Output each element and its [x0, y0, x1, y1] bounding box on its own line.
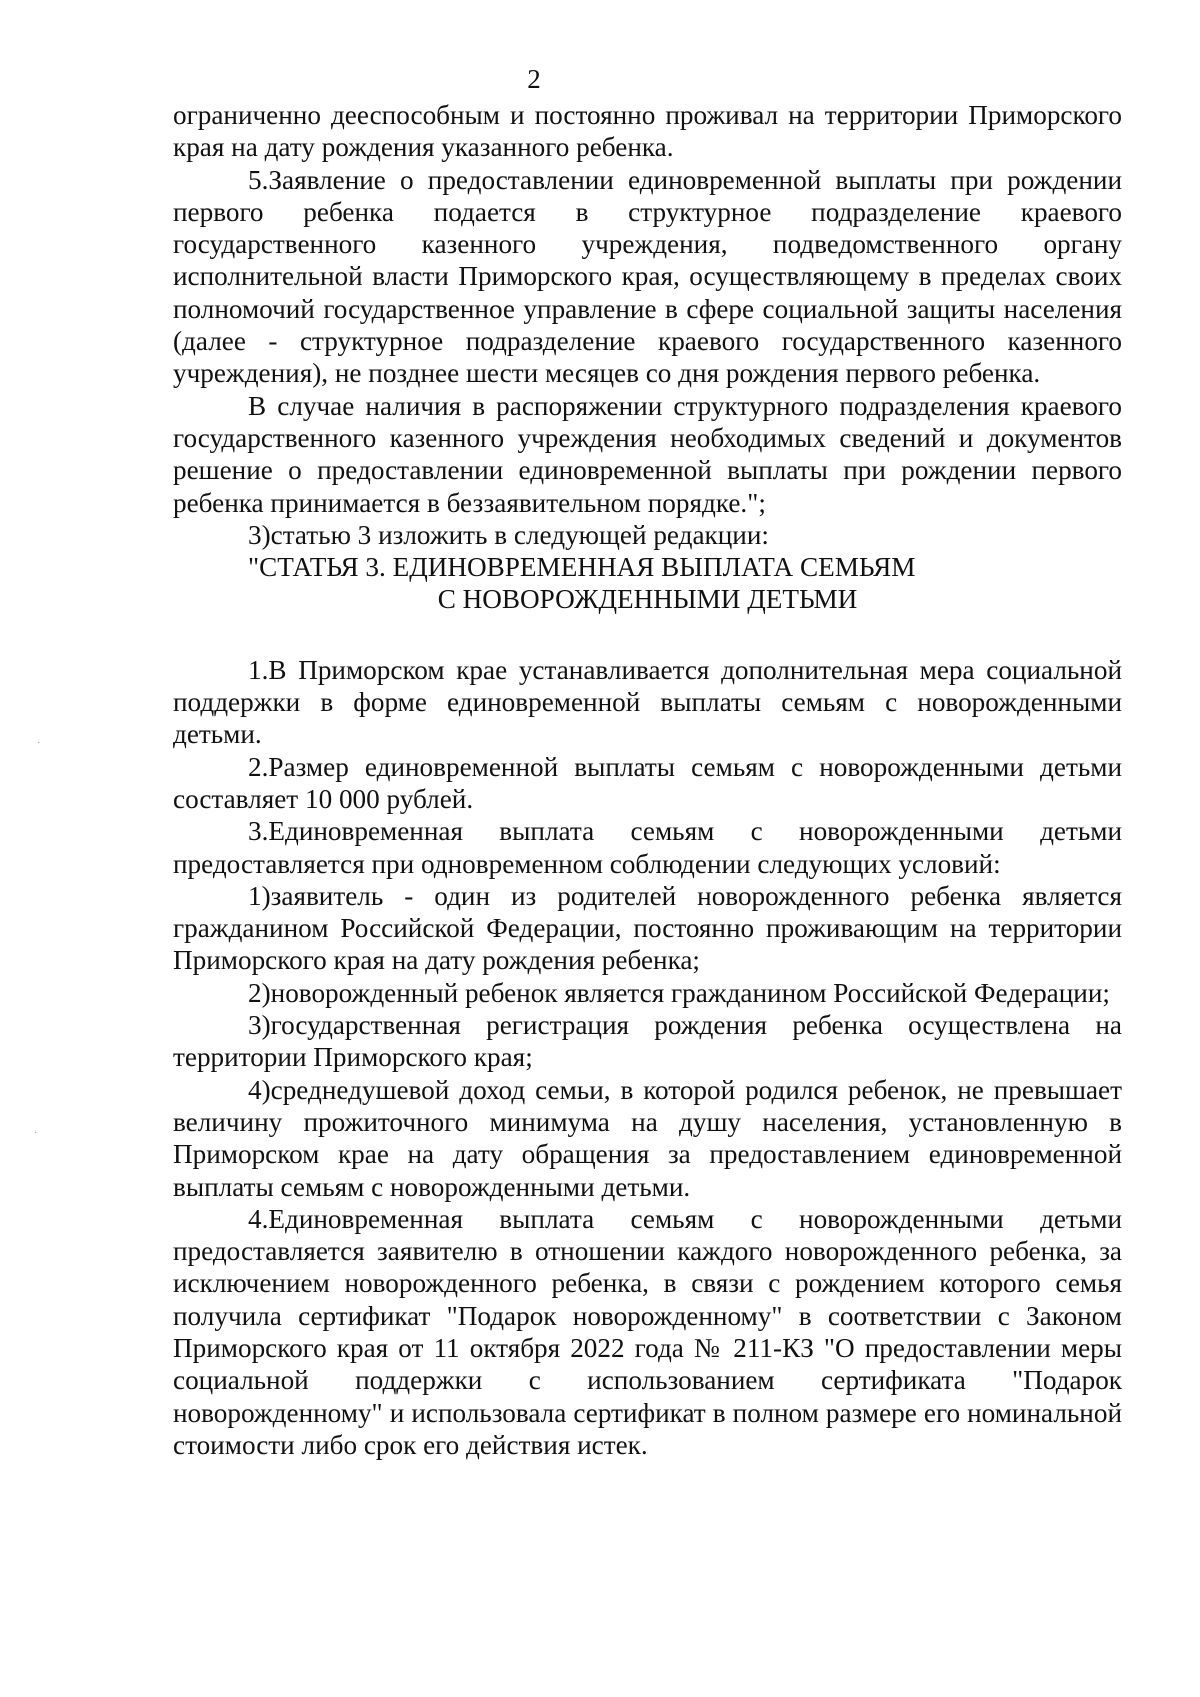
- paragraph-item-5: 5.Заявление о предоставлении единовременной выплаты при рождении первого ребенка подается в структурное подразделение краевого государственного казенного учреждения, подведомственного органу исполнительной власти Приморского края, осуществляющему в пределах своих полномочий государственное управление в сфере социальной защиты населения (далее - структурное подразделение краевого государственного казенного учреждения), не позднее шести месяцев со дня рождения первого ребенка.: [173, 164, 1122, 389]
- condition-4: 4)среднедушевой доход семьи, в которой родился ребенок, не превышает величину прожиточного минимума на душу населения, установленную в Приморском крае на дату обращения за предоставлением единовременной выплаты семьям с новорожденными детьми.: [173, 1074, 1122, 1202]
- condition-1: 1)заявитель - один из родителей новорожденного ребенка является гражданином Российской Федерации, постоянно проживающим на территории Приморского края на дату рождения ребенка;: [173, 880, 1122, 976]
- article-heading-line-1: "СТАТЬЯ 3. ЕДИНОВРЕМЕННАЯ ВЫПЛАТА СЕМЬЯМ: [248, 552, 916, 583]
- paragraph-amendment-3: 3)статью 3 изложить в следующей редакции:: [248, 519, 769, 550]
- scan-mark: ·: [37, 738, 41, 749]
- article-point-2: 2.Размер единовременной выплаты семьям с новорожденными детьми составляет 10 000 рублей.: [173, 751, 1122, 814]
- paragraph-continuation: ограниченно дееспособным и постоянно проживал на территории Приморского края на дату рождения указанного ребенка.: [173, 100, 1122, 163]
- article-point-3: 3.Единовременная выплата семьям с новорожденными детьми предоставляется при одновременном соблюдении следующих условий:: [173, 816, 1122, 879]
- article-point-4: 4.Единовременная выплата семьям с новорожденными детьми предоставляется заявителю в отношении каждого новорожденного ребенка, за исключением новорожденного ребенка, в связи с рождением которого семья получила сертификат "Подарок новорожденному" в соответствии с Законом Приморского края от 11 октября 2022 года № 211-КЗ "О предоставлении меры социальной поддержки с использованием сертификата "Подарок новорожденному" и использовала сертификат в полном размере его номинальной стоимости либо срок его действия истек.: [173, 1203, 1122, 1460]
- article-heading-line-2: С НОВОРОЖДЕННЫМИ ДЕТЬМИ: [437, 584, 858, 615]
- condition-2: 2)новорожденный ребенок является гражданином Российской Федерации;: [248, 977, 1110, 1008]
- paragraph-no-application-case: В случае наличия в распоряжении структурного подразделения краевого государственного казенного учреждения необходимых сведений и документов решение о предоставлении единовременной выплаты при рождении первого ребенка принимается в беззаявительном порядке.";: [173, 390, 1122, 518]
- scan-mark: ·: [34, 1128, 38, 1139]
- page-number: 2: [527, 64, 541, 94]
- article-point-1: 1.В Приморском крае устанавливается дополнительная мера социальной поддержки в форме единовременной выплаты семьям с новорожденными детьми.: [173, 654, 1122, 750]
- document-body: [173, 99, 1122, 1461]
- condition-3: 3)государственная регистрация рождения ребенка осуществлена на территории Приморского края;: [173, 1010, 1122, 1073]
